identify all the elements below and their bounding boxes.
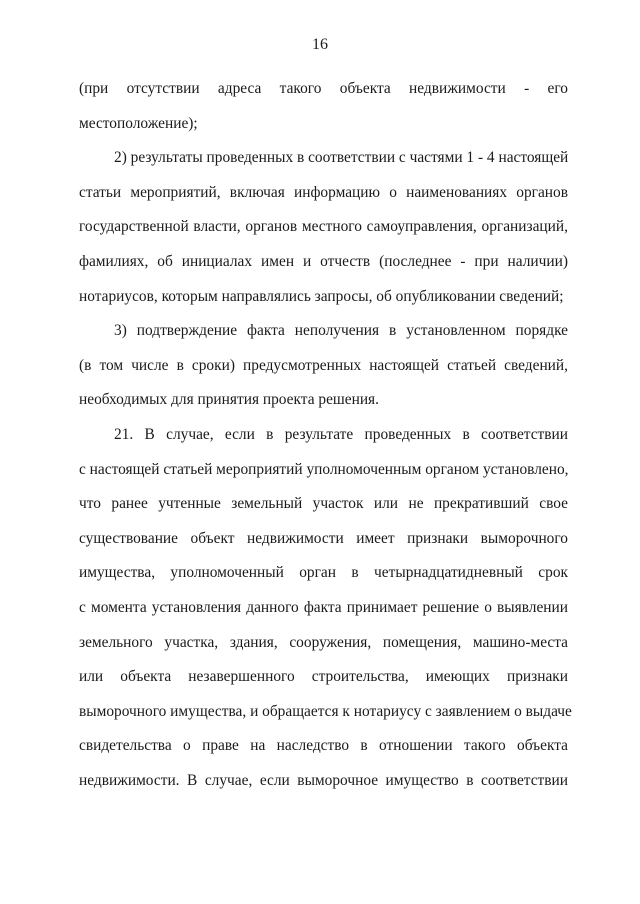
text-line: что ранее учтенные земельный участок или не прекративший свое [79, 495, 568, 513]
text-line: или объекта незавершенного строительства, имеющих признаки [79, 668, 568, 686]
text-line: 3) подтверждение факта неполучения в установленном порядке [114, 322, 568, 340]
text-line: существование объект недвижимости имеет признаки выморочного [79, 529, 568, 547]
text-line: свидетельства о праве на наследство в отношении такого объекта [79, 737, 568, 755]
document-body [79, 72, 572, 798]
text-line: государственной власти, органов местного самоуправления, организаций, [79, 218, 568, 236]
text-line: 2) результаты проведенных в соответствии с частями 1 - 4 настоящей [114, 149, 569, 167]
paragraph-item-3 [79, 314, 568, 418]
text-line: необходимых для принятия проекта решения. [79, 391, 379, 409]
text-line: (при отсутствии адреса такого объекта недвижимости - его [79, 80, 568, 97]
text-line: имущества, уполномоченный орган в четырнадцатидневный срок [79, 564, 568, 582]
paragraph-section-21 [79, 418, 572, 799]
paragraph-continuation [79, 72, 568, 141]
text-line: 21. В случае, если в результате проведенных в соответствии [114, 425, 568, 443]
text-line: нотариусов, которым направлялись запросы, об опубликовании сведений; [79, 287, 564, 305]
text-line: земельного участка, здания, сооружения, помещения, машино-места [79, 633, 568, 651]
text-line: недвижимости. В случае, если выморочное имущество в соответствии [79, 771, 568, 789]
page-number: 16 [312, 36, 328, 53]
text-line: (в том числе в сроки) предусмотренных настоящей статьей сведений, [79, 356, 568, 374]
paragraph-item-2 [79, 141, 568, 314]
text-line: местоположение); [79, 114, 198, 132]
text-line: статьи мероприятий, включая информацию о наименованиях органов [79, 183, 568, 201]
text-line: с настоящей статьей мероприятий уполномоченным органом установлено, [79, 460, 569, 478]
text-line: фамилиях, об инициалах имен и отчеств (последнее - при наличии) [79, 252, 568, 270]
text-line: выморочного имущества, и обращается к нотариусу с заявлением о выдаче [79, 702, 572, 720]
text-line: с момента установления данного факта принимает решение о выявлении [79, 598, 568, 616]
